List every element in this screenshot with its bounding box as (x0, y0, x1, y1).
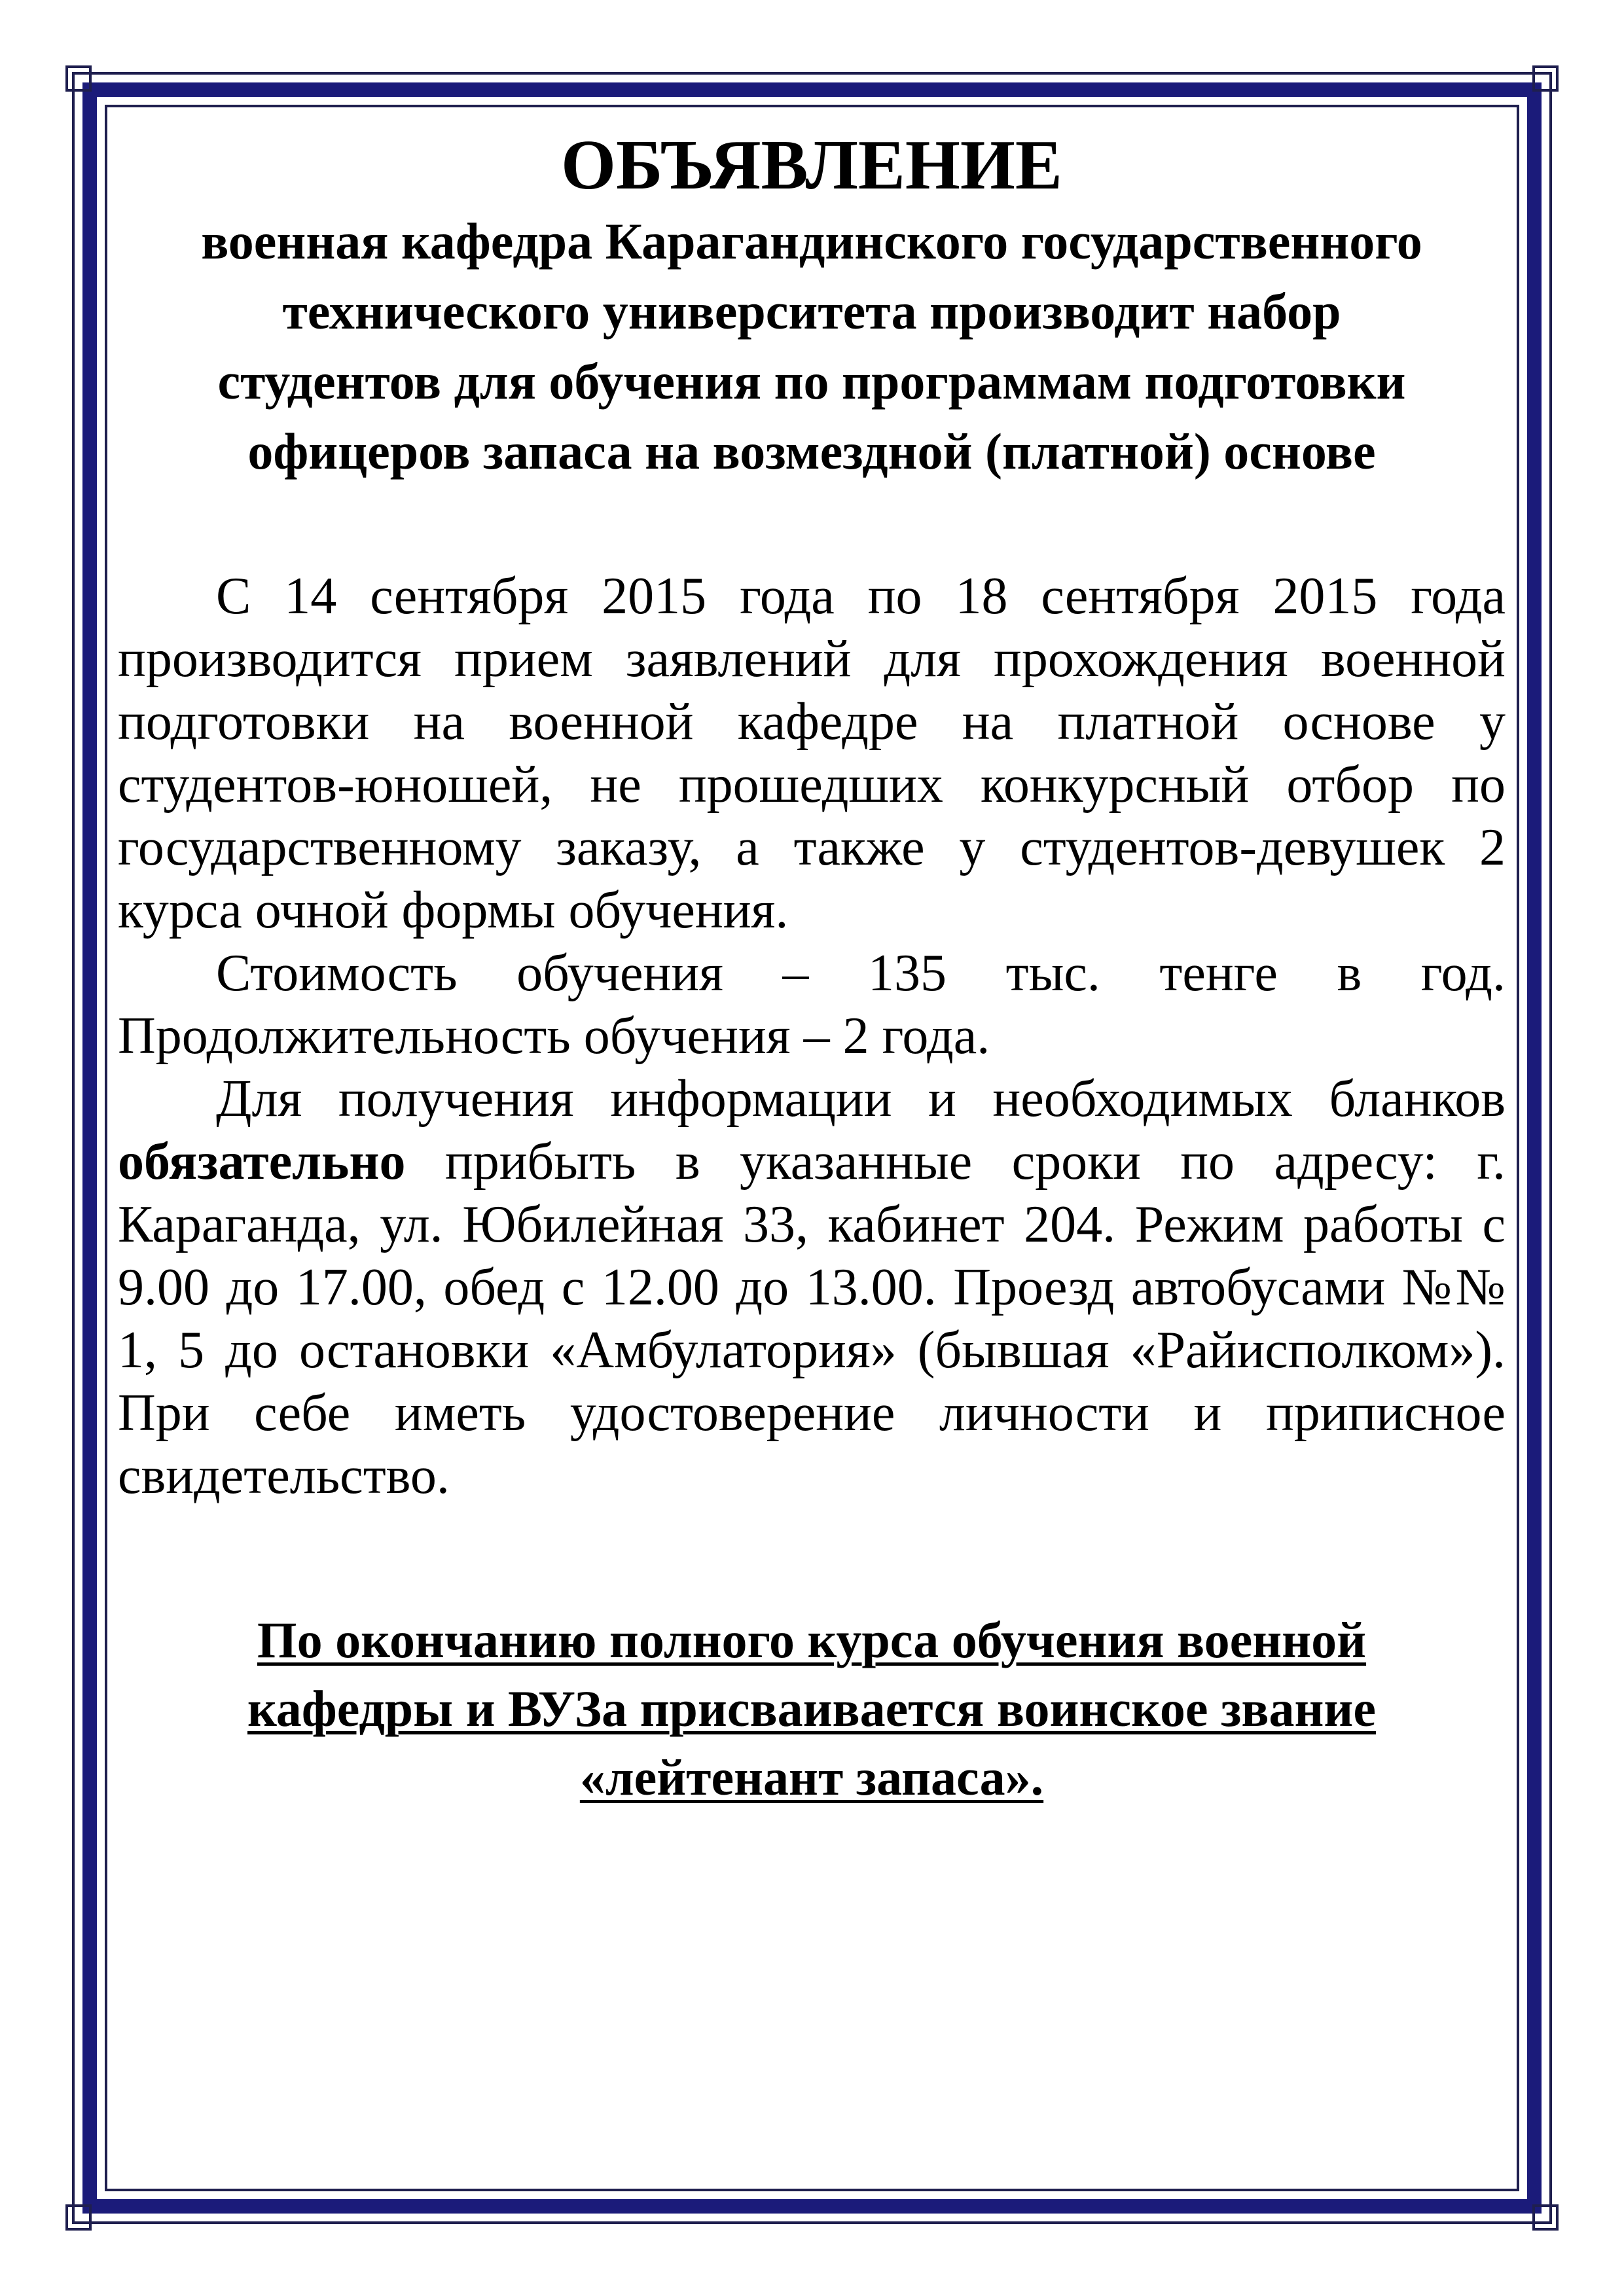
frame-corner-bottom-right (1532, 2204, 1559, 2231)
frame-corner-top-left (65, 65, 92, 92)
paragraph-contacts (118, 1067, 1506, 1507)
paragraph-cost: Стоимость обучения – 135 тыс. тенге в год. Продолжительность обучения – 2 года. (118, 944, 1506, 1065)
paragraph-contacts-end: прибыть в указанные сроки по адресу: г. Караганда, ул. Юбилейная 33, кабинет 204. Режим работы с 9.00 до 17.00, обед с 12.00 до 13.00. Проезд автобусами №№ 1, 5 до остановки «Амбулатория» (бывшая «Райисполком»). При себе иметь удостоверение личности и приписное свидетельство. (118, 1133, 1506, 1505)
paragraph-dates: С 14 сентября 2015 года по 18 сентября 2015 года производится прием заявлений для прохождения военной подготовки на военной кафедре на платной основе у студентов-юношей, не прошедших конкурсный отбор по государственному заказу, а также у студентов-девушек 2 курса очной формы обучения. (118, 567, 1506, 939)
paragraph-contacts-start: Для получения информации и необходимых бланков (216, 1070, 1506, 1128)
announcement-title: ОБЪЯВЛЕНИЕ (561, 126, 1062, 204)
announcement-subtitle: военная кафедра Карагандинского государственного технического университета производит набор студентов для обучения по программам подготовки офицеров запаса на возмездной (платной) основе (201, 213, 1422, 480)
frame-corner-top-right (1532, 65, 1559, 92)
announcement-content (118, 124, 1506, 1812)
frame-corner-bottom-left (65, 2204, 92, 2231)
footer-note: По окончанию полного курса обучения военной кафедры и ВУЗа присваивается воинское звание «лейтенант запаса». (247, 1611, 1376, 1806)
announcement-body (118, 565, 1506, 1507)
paragraph-contacts-emphasis: обязательно (118, 1133, 406, 1191)
